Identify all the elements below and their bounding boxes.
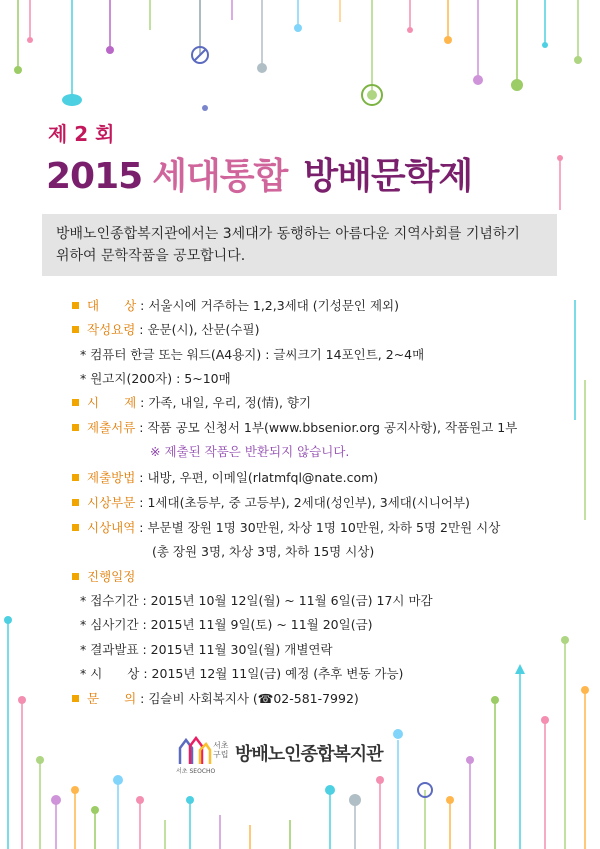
schedule-label: 진행일정 bbox=[87, 569, 136, 584]
schedule-item-3: * 결과발표 : 2015년 11월 30일(월) 개별연락 bbox=[80, 642, 333, 657]
bullet-icon bbox=[72, 695, 79, 702]
bullet-icon bbox=[72, 326, 79, 333]
prize-label: 시상내역 bbox=[87, 520, 136, 535]
info-schedule bbox=[72, 567, 135, 585]
bullet-icon bbox=[72, 499, 79, 506]
docs-label: 제출서류 bbox=[87, 420, 136, 435]
target-value: : 서울시에 거주하는 1,2,3세대 (기성문인 제외) bbox=[140, 298, 399, 313]
schedule-item-2: * 심사기간 : 2015년 11월 9일(토) ~ 11월 20일(금) bbox=[80, 617, 373, 632]
logo-mini-text: 서초구립 bbox=[213, 741, 229, 759]
bullet-icon bbox=[72, 399, 79, 406]
schedule-item-1: * 접수기간 : 2015년 10월 12일(월) ~ 11월 6일(금) 17시 마감 bbox=[80, 593, 433, 608]
info-category bbox=[72, 493, 470, 511]
event-round: 제 2 회 bbox=[48, 122, 115, 146]
intro-line-1: 방배노인종합복지관에서는 3세대가 동행하는 아름다운 지역사회를 기념하기 bbox=[56, 226, 520, 242]
title-part2: 방배문학제 bbox=[303, 156, 473, 197]
info-method bbox=[72, 468, 378, 486]
title-part1: 세대통합 bbox=[152, 156, 288, 197]
prize-value-2: (총 장원 3명, 차상 3명, 차하 15명 시상) bbox=[152, 544, 375, 559]
bullet-icon bbox=[72, 573, 79, 580]
method-value: : 내방, 우편, 이메일(rlatmfql@nate.com) bbox=[139, 470, 379, 485]
org-logo-icon bbox=[176, 736, 212, 766]
info-docs bbox=[72, 418, 517, 436]
contact-label: 문 의 bbox=[87, 691, 137, 706]
intro-box bbox=[42, 214, 557, 276]
guide-sub-2: * 원고지(200자) : 5~10매 bbox=[80, 371, 231, 386]
method-label: 제출방법 bbox=[87, 470, 136, 485]
docs-note: ※ 제출된 작품은 반환되지 않습니다. bbox=[150, 444, 350, 459]
bullet-icon bbox=[72, 474, 79, 481]
org-name: 방배노인종합복지관 bbox=[235, 744, 383, 765]
guide-sub-1: * 컴퓨터 한글 또는 워드(A4용지) : 글씨크기 14포인트, 2~4매 bbox=[80, 347, 425, 362]
category-label: 시상부문 bbox=[87, 495, 136, 510]
title-year: 2015 bbox=[46, 156, 143, 197]
info-theme bbox=[72, 393, 311, 411]
info-target bbox=[72, 296, 399, 314]
info-guide bbox=[72, 320, 259, 338]
contact-value: : 김슬비 사회복지사 (☎02-581-7992) bbox=[140, 691, 359, 706]
target-label: 대 상 bbox=[87, 298, 137, 313]
theme-value: : 가족, 내일, 우리, 정(情), 향기 bbox=[140, 395, 312, 410]
guide-value: : 운문(시), 산문(수필) bbox=[139, 322, 260, 337]
event-title bbox=[46, 148, 472, 199]
bullet-icon bbox=[72, 424, 79, 431]
bullet-icon bbox=[72, 524, 79, 531]
theme-label: 시 제 bbox=[87, 395, 137, 410]
docs-value: : 작품 공모 신청서 1부(www.bbsenior.org 공지사항), 작품원고 1부 bbox=[139, 420, 518, 435]
bullet-icon bbox=[72, 302, 79, 309]
category-value: : 1세대(초등부, 중 고등부), 2세대(성인부), 3세대(시니어부) bbox=[139, 495, 470, 510]
logo-under-text: 서초 SEOCHO bbox=[176, 768, 216, 775]
info-prize bbox=[72, 518, 500, 536]
info-contact bbox=[72, 689, 359, 707]
prize-value: : 부문별 장원 1명 30만원, 차상 1명 10만원, 차하 5명 2만원 시상 bbox=[139, 520, 501, 535]
schedule-item-4: * 시 상 : 2015년 12월 11일(금) 예정 (추후 변동 가능) bbox=[80, 666, 404, 681]
intro-line-2: 위하여 문학작품을 공모합니다. bbox=[56, 248, 246, 264]
guide-label: 작성요령 bbox=[87, 322, 136, 337]
